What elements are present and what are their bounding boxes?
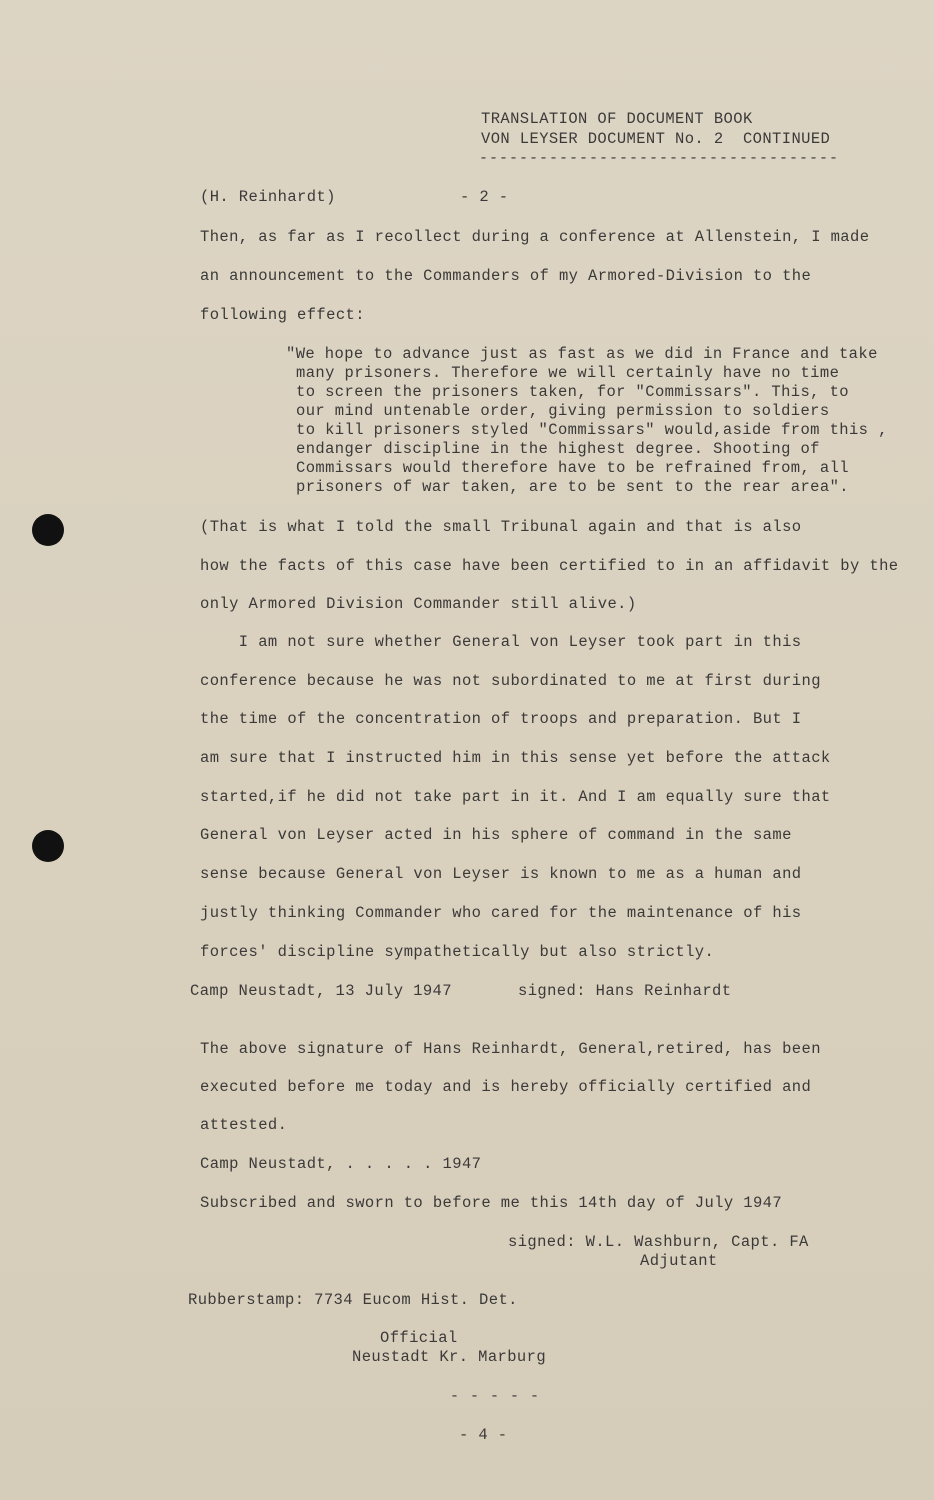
certification-place-date: Camp Neustadt, . . . . . 1947 <box>200 1155 482 1173</box>
header-subtitle: VON LEYSER DOCUMENT No. 2 CONTINUED <box>481 130 831 148</box>
quote-line: endanger discipline in the highest degree. Shooting of <box>296 440 820 458</box>
body-line: sense because General von Leyser is known to me as a human and <box>200 865 802 883</box>
quote-line: many prisoners. Therefore we will certainly have no time <box>296 364 840 382</box>
body-line: justly thinking Commander who cared for the maintenance of his <box>200 904 802 922</box>
body-line: conference because he was not subordinated to me at first during <box>200 672 821 690</box>
body-line: I am not sure whether General von Leyser took part in this <box>200 633 802 651</box>
punch-hole <box>32 830 64 862</box>
certification-line: The above signature of Hans Reinhardt, General,retired, has been <box>200 1040 821 1058</box>
body-line: an announcement to the Commanders of my Armored-Division to the <box>200 267 812 285</box>
officer-signature: signed: W.L. Washburn, Capt. FA <box>508 1233 809 1251</box>
body-line: General von Leyser acted in his sphere of command in the same <box>200 826 792 844</box>
page-number: - 4 - <box>459 1426 508 1444</box>
body-line: forces' discipline sympathetically but also strictly. <box>200 943 715 961</box>
body-line: (That is what I told the small Tribunal again and that is also <box>200 518 802 536</box>
rubberstamp-label: Rubberstamp: 7734 Eucom Hist. Det. <box>188 1291 518 1309</box>
quote-line: our mind untenable order, giving permission to soldiers <box>296 402 830 420</box>
sworn-statement: Subscribed and sworn to before me this 14th day of July 1947 <box>200 1194 783 1212</box>
officer-title: Adjutant <box>640 1252 718 1270</box>
author-caption: (H. Reinhardt) <box>200 188 336 206</box>
body-line: how the facts of this case have been certified to in an affidavit by the <box>200 557 899 575</box>
stamp-location: Neustadt Kr. Marburg <box>352 1348 547 1366</box>
certification-line: attested. <box>200 1116 288 1134</box>
body-line: following effect: <box>200 306 365 324</box>
quote-line: Commissars would therefore have to be refrained from, all <box>296 459 849 477</box>
quote-line: to screen the prisoners taken, for "Commissars". This, to <box>296 383 849 401</box>
quote-line: prisoners of war taken, are to be sent to the rear area". <box>296 478 849 496</box>
header-title: TRANSLATION OF DOCUMENT BOOK <box>481 110 753 128</box>
quote-line: to kill prisoners styled "Commissars" would,aside from this , <box>296 421 888 439</box>
page-marker: - 2 - <box>460 188 509 206</box>
body-line: the time of the concentration of troops and preparation. But I <box>200 710 802 728</box>
punch-hole <box>32 514 64 546</box>
certification-line: executed before me today and is hereby officially certified and <box>200 1078 812 1096</box>
body-line: am sure that I instructed him in this sense yet before the attack <box>200 749 831 767</box>
body-line: started,if he did not take part in it. And I am equally sure that <box>200 788 831 806</box>
signature-name: signed: Hans Reinhardt <box>518 982 732 1000</box>
body-line: only Armored Division Commander still alive.) <box>200 595 637 613</box>
quote-line: "We hope to advance just as fast as we did in France and take <box>286 345 878 363</box>
body-line: Then, as far as I recollect during a conference at Allenstein, I made <box>200 228 870 246</box>
header-rule: ------------------------------------ <box>479 150 840 167</box>
signature-place-date: Camp Neustadt, 13 July 1947 <box>190 982 452 1000</box>
footer-rule: - - - - - <box>450 1388 541 1405</box>
stamp-official: Official <box>380 1329 458 1347</box>
